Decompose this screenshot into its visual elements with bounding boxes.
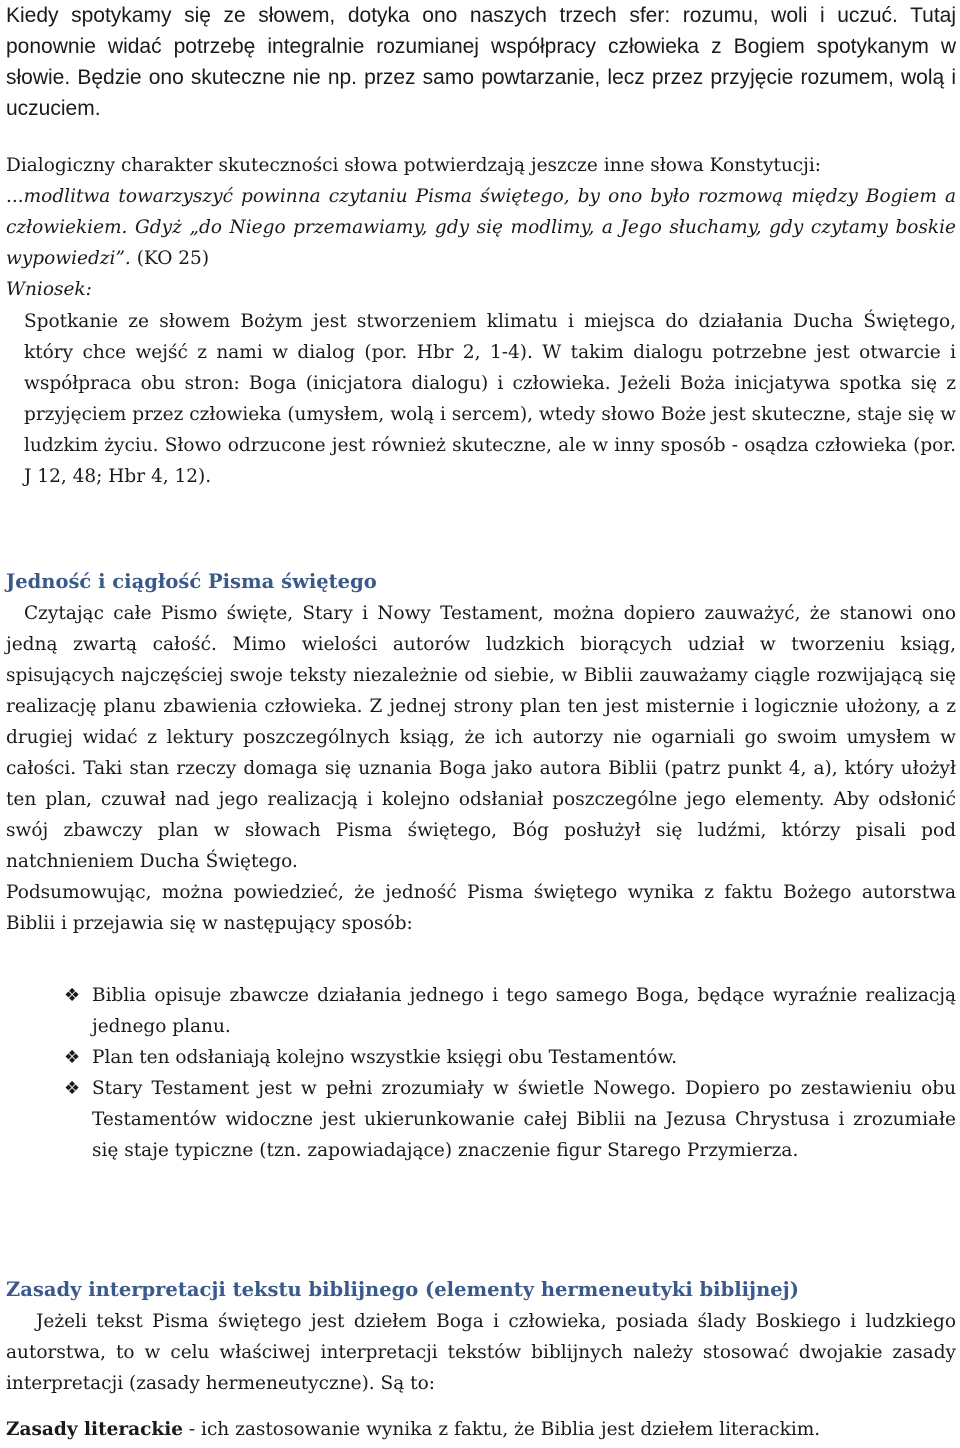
constitution-quote: ...modlitwa towarzyszyć powinna czytaniu Pisma świętego, by ono było rozmową między Bogiem a człowiekiem. Gdyż „do Niego przemawiamy, gdy się modlimy, a Jego słuchamy, gdy czytamy boskie wypowiedzi”. xyxy=(6,186,956,269)
dialogic-lead: Dialogiczny charakter skuteczności słowa potwierdzają jeszcze inne słowa Konstytucji: xyxy=(6,155,822,176)
section-heading-unity: Jedność i ciągłość Pisma świętego xyxy=(6,570,377,593)
unity-paragraph-1: Czytając całe Pismo święte, Stary i Nowy Testament, można dopiero zauważyć, że stanowi ono jedną zwartą całość. Mimo wielości autorów ludzkich biorących udział w tworzeniu ksiąg, spisujących najczęściej swoje teksty niezależnie od siebie, w Biblii zauważamy ciągle rozwijającą się realizację planu zbawienia człowieka. Z jednej strony plan ten jest misternie i logicznie ułożony, a z drugiej widać z lektury poszczególnych ksiąg, że ich autorzy nie ogarniali go swoim umysłem w całości. Taki stan rzeczy domaga się uznania Boga jako autora Biblii (patrz punkt 4, a), który ułożył ten plan, czuwał nad jego realizacją i kolejno odsłaniał poszczególne jego elementy. Aby odsłonić swój zbawczy plan w słowach Pisma świętego, Bóg posłużył się ludźmi, którzy pisali pod natchnieniem Ducha Świętego. xyxy=(6,603,956,872)
list-item-text: Plan ten odsłaniają kolejno wszystkie księgi obu Testamentów. xyxy=(92,1047,677,1068)
list-item xyxy=(6,1042,956,1073)
dialogic-block xyxy=(6,150,956,305)
intro-paragraph: Kiedy spotykamy się ze słowem, dotyka ono naszych trzech sfer: rozumu, woli i uczuć. Tutaj ponownie widać potrzebę integralnie rozumianej współpracy człowieka z Bogiem spotykanym w słowie. Będzie ono skuteczne nie np. przez samo powtarzanie, lecz przez przyjęcie rozumem, wolą i uczuciem. xyxy=(6,4,956,120)
diamond-bullet-icon: ❖ xyxy=(64,1047,81,1068)
diamond-bullet-icon: ❖ xyxy=(64,1078,81,1099)
literary-rules-text: - ich zastosowanie wynika z faktu, że Biblia jest dziełem literackim. xyxy=(183,1419,821,1440)
unity-paragraph-2: Podsumowując, można powiedzieć, że jedność Pisma świętego wynika z faktu Bożego autorstwa Biblii i przejawia się w następujący sposób: xyxy=(6,882,956,934)
list-item xyxy=(6,980,956,1042)
interpretation-paragraph: Jeżeli tekst Pisma świętego jest dziełem Boga i człowieka, posiada ślady Boskiego i ludzkiego autorstwa, to w celu właściwej interpretacji tekstów biblijnych należy stosować dwojakie zasady interpretacji (zasady hermeneutyczne). Są to: xyxy=(6,1311,956,1394)
list-item-text: Biblia opisuje zbawcze działania jednego i tego samego Boga, będące wyraźnie realizacją jednego planu. xyxy=(92,985,956,1037)
literary-rules-label: Zasady literackie xyxy=(6,1419,184,1440)
list-item xyxy=(6,1073,956,1166)
list-item-text: Stary Testament jest w pełni zrozumiały w świetle Nowego. Dopiero po zestawieniu obu Testamentów widoczne jest ukierunkowanie całej Biblii na Jezusa Chrystusa i zrozumiałe się staje typiczne (tzn. zapowiadające) znaczenie figur Starego Przymierza. xyxy=(92,1078,956,1161)
quote-reference: (KO 25) xyxy=(130,248,210,269)
diamond-bullet-icon: ❖ xyxy=(64,985,81,1006)
conclusion-paragraph: Spotkanie ze słowem Bożym jest stworzeniem klimatu i miejsca do działania Ducha Świętego, który chce wejść z nami w dialog (por. Hbr 2, 1-4). W takim dialogu potrzebne jest otwarcie i współpraca obu stron: Boga (inicjatora dialogu) i człowieka. Jeżeli Boża inicjatywa spotka się z przyjęciem przez człowieka (umysłem, wolą i sercem), wtedy słowo Boże jest skuteczne, staje się w ludzkim życiu. Słowo odrzucone jest również skuteczne, ale w inny sposób - osądza człowieka (por. J 12, 48; Hbr 4, 12). xyxy=(24,311,956,487)
interpretation-section xyxy=(6,1306,956,1399)
unity-section xyxy=(6,598,956,939)
quote-paragraph xyxy=(6,181,956,274)
literary-rules-line xyxy=(6,1414,956,1445)
conclusion-label: Wniosek: xyxy=(6,279,92,300)
unity-bullet-list xyxy=(6,980,956,1166)
section-heading-interpretation: Zasady interpretacji tekstu biblijnego (elementy hermeneutyki biblijnej) xyxy=(6,1278,799,1301)
